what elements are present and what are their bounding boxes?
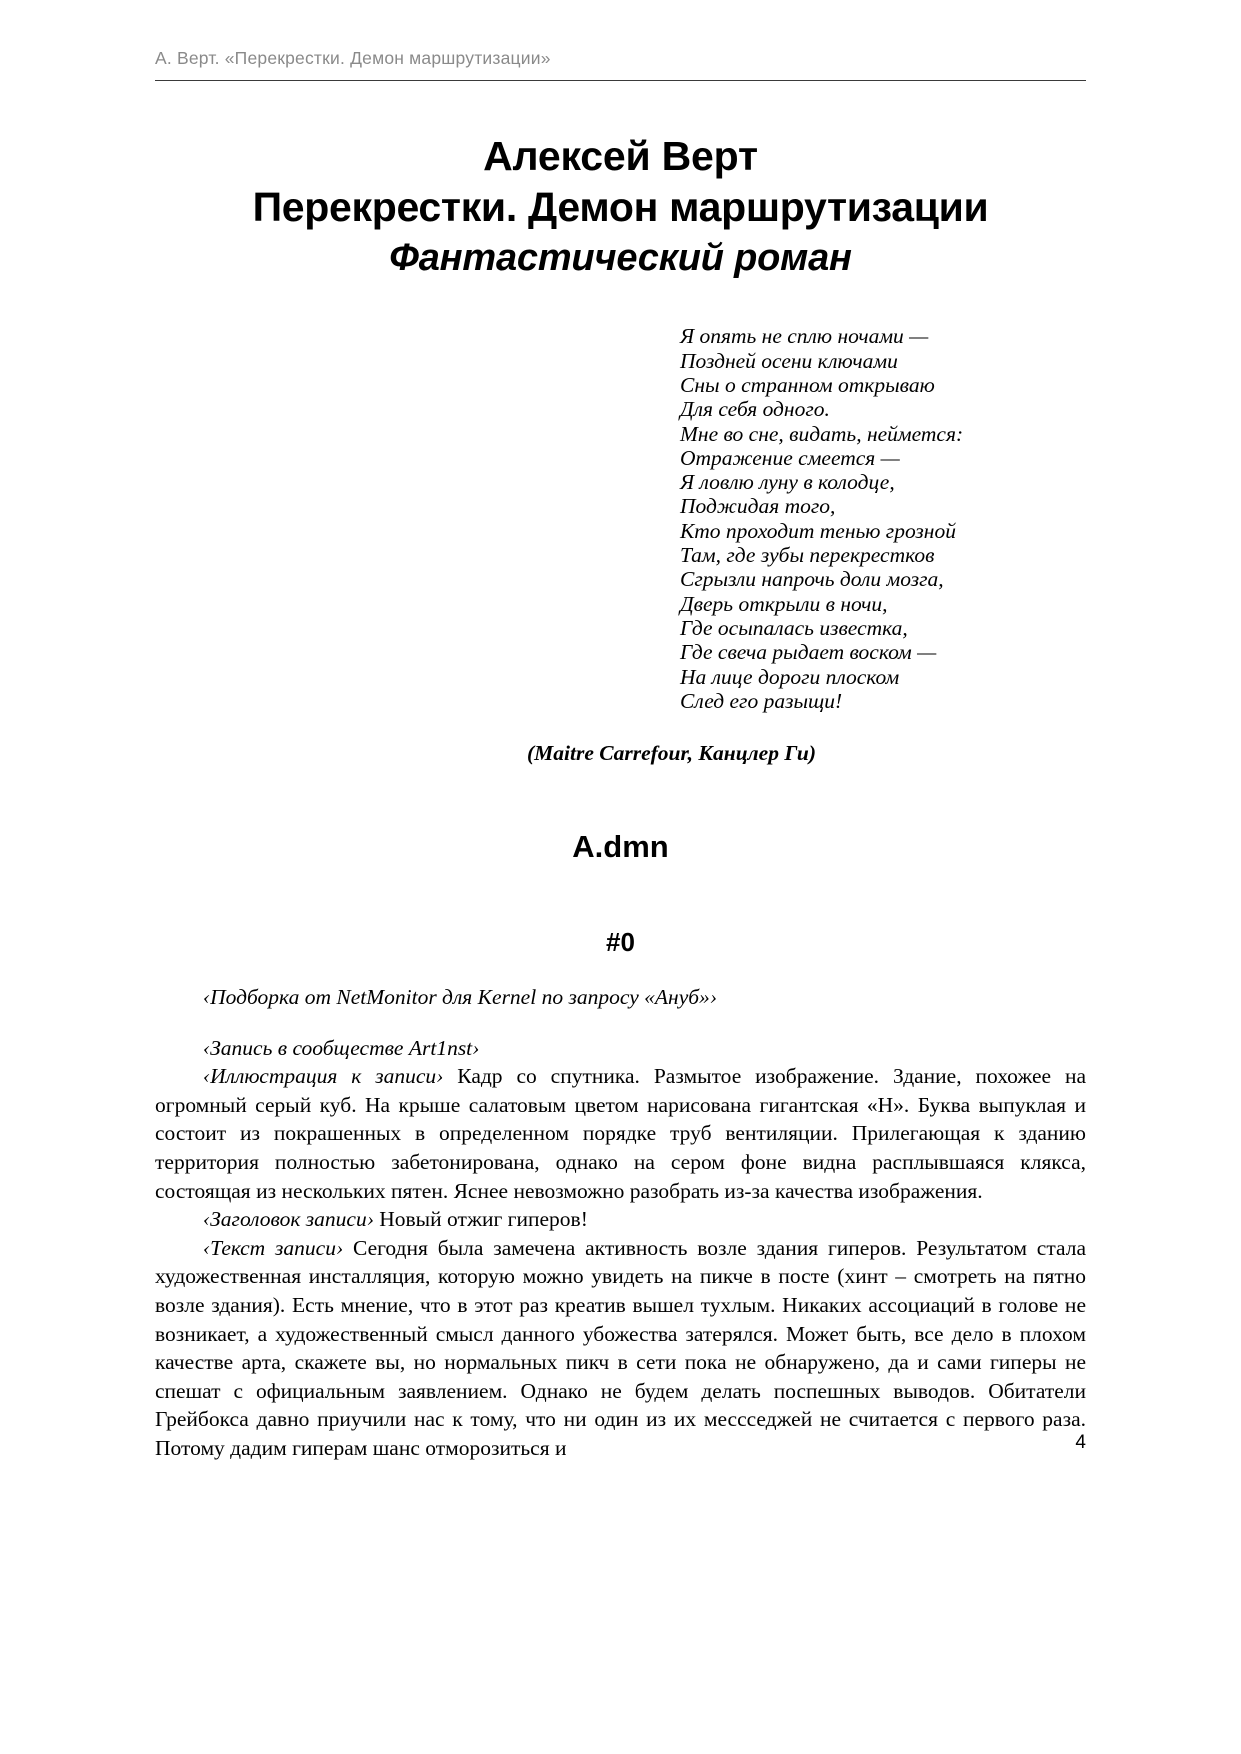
title-block [155,133,1086,280]
poem-line: На лице дороги плоском [680,664,900,689]
part-heading: A.dmn [572,828,669,864]
header-rule [155,80,1086,81]
poem-line: Где свеча рыдает воском — [680,640,937,665]
poem-line: Дверь открыли в ночи, [680,591,888,616]
poem-line: Отражение смеется — [680,445,900,470]
epigraph-poem [155,324,1086,713]
epigraph-attribution: (Maitre Carrefour, Канцлер Ги) [527,741,817,766]
poem-line: Поздней осени ключами [680,348,898,373]
running-head [155,48,1086,80]
poem-line: Кто проходит тенью грозной [680,518,956,543]
book-title: Перекрестки. Демон маршрутизации [252,184,989,231]
poem-line: Где осыпалась известка, [680,615,908,640]
post-title-label: ‹Заголовок записи› [203,1207,374,1232]
book-author: Алексей Верт [483,133,758,179]
running-head-text: А. Верт. «Перекрестки. Демон маршрутизации» [155,48,551,68]
paragraph-post-title [155,1205,1086,1234]
paragraph-post-body [155,1234,1086,1463]
poem-line: Сгрызли напрочь доли мозга, [680,567,944,592]
post-body-text: Сегодня была замечена активность возле здания гиперов. Результатом стала художественная инсталляция, которую можно увидеть на пикче в посте (хинт – смотреть на пятно возле здания). Есть мнение, что в этот раз креатив вышел тухлым. Никаких ассоциаций в голове не возникает, а художественный смысл данного убожества затерялся. Может быть, все дело в плохом качестве арта, скажете вы, но нормальных пикч в сети пока не обнаружено, да и сами гиперы не спешат с официальным заявлением. Однако не будем делать поспешных выводов. Обитатели Грейбокса давно приучили нас к тому, что ни один из их мессседжей не считается с первого раза. Потому дадим гиперам шанс отморозиться и [155,1235,1087,1460]
poem-line: Сны о странном открываю [680,372,935,397]
illustration-text: Кадр со спутника. Размытое изображение. Здание, похожее на огромный серый куб. На крыше салатовым цветом нарисована гигантская «Н». Буква выпуклая и состоит из покрашенных в определенном порядке труб вентиляции. Прилегающая к зданию территория полностью забетонирована, однако на сером фоне видна расплывшаяся клякса, состоящая из нескольких пятен. Яснее невозможно разобрать из-за качества изображения. [155,1064,1086,1203]
poem-line: Мне во сне, видать, неймется: [680,421,964,446]
poem-line: Для себя одного. [680,397,830,422]
poem-line: Я опять не сплю ночами — [680,324,929,349]
paragraph-illustration [155,1062,1086,1205]
source-note-italic: ‹Подборка от NetMonitor для Kernel по запросу «Ануб»› [203,984,717,1009]
poem-line: Там, где зубы перекрестков [680,543,935,568]
body-text [155,983,1086,1463]
paragraph-community-note [155,1034,1086,1063]
poem-line: Поджидая того, [680,494,836,519]
book-subtitle: Фантастический роман [389,236,852,279]
post-body-label: ‹Текст записи› [203,1235,344,1260]
paragraph-source-note [155,983,1086,1012]
page-number: 4 [1075,1432,1086,1453]
post-title-text: Новый отжиг гиперов! [373,1207,588,1232]
illustration-label: ‹Иллюстрация к записи› [203,1064,444,1089]
poem-line: Я ловлю луну в колодце, [680,470,895,495]
chapter-heading: #0 [606,926,635,957]
community-note-italic: ‹Запись в сообществе Art1nst› [203,1035,480,1060]
poem-line: След его разыщи! [680,688,843,713]
